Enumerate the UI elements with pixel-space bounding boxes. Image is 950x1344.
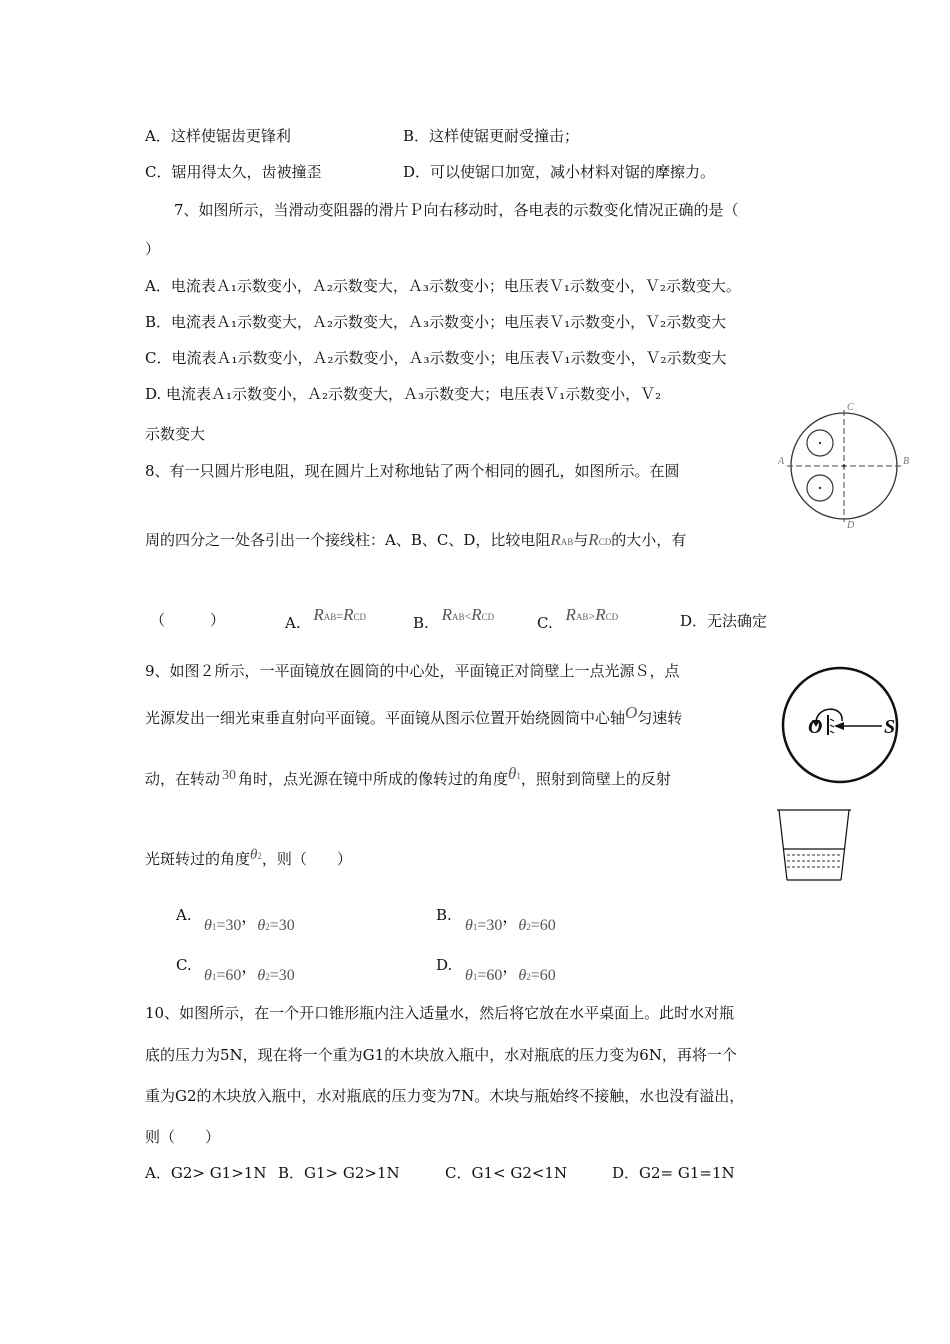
q9-line4 [145, 847, 352, 868]
ab-subscript: AB [451, 612, 465, 622]
light-beam-arrowhead [834, 722, 844, 730]
q8-option-c [537, 605, 619, 632]
axis-o-symbol: O [625, 703, 638, 722]
q9-line3-a: 动，在转动 [145, 770, 221, 788]
q9-line3-b: 角时，点光源在镜中所成的像转过的角度 [238, 770, 509, 788]
q8-line2-post: 的大小，有 [611, 531, 687, 549]
mirror-hatch [830, 731, 834, 733]
q7-option-b: B．电流表Ａ₁示数变大，Ａ₂示数变大，Ａ₃示数变小；电压表Ｖ₁示数变小，Ｖ₂示数变大 [145, 313, 727, 331]
terminal-label-a: A [778, 456, 785, 467]
theta-symbol: θ [518, 967, 527, 984]
theta-symbol: θ [465, 917, 473, 934]
r-symbol: R [471, 605, 482, 624]
disc-resistor-figure [775, 400, 915, 535]
cd-subscript: CD [598, 537, 612, 547]
q9-option-d-label: D. [436, 956, 453, 974]
theta-symbol: θ [257, 917, 266, 934]
theta-symbol: θ [204, 917, 212, 934]
q8-line1: 8、有一只圆片形电阻，现在圆片上对称地钻了两个相同的圆孔，如图所示。在圆 [145, 462, 680, 480]
ab-subscript: AB [323, 612, 337, 622]
q6-option-b: B．这样使锯更耐受撞击； [403, 127, 580, 145]
q8-c-label: C. [537, 614, 553, 632]
theta-symbol: θ [250, 847, 258, 863]
q10-line3: 重为G2的木块放入瓶中，水对瓶底的压力变为7N。木块与瓶始终不接触，水也没有溢出， [145, 1087, 745, 1105]
q9-option-c-label: C. [176, 956, 192, 974]
q10-option-b: B．G1> G2>1N [278, 1164, 400, 1182]
q7-stem: 7、如图所示，当滑动变阻器的滑片Ｐ向右移动时，各电表的示数变化情况正确的是（ [174, 201, 739, 219]
terminal-label-b: B [903, 456, 910, 467]
terminal-label-c: C [847, 402, 854, 413]
r-symbol: R [313, 605, 324, 624]
q6-option-a: A．这样使锯齿更锋利 [145, 127, 291, 145]
theta-sub-1: 1 [472, 972, 478, 982]
mirror-cylinder-figure [772, 665, 917, 785]
theta-symbol: θ [518, 917, 527, 934]
theta-sub-2: 2 [265, 922, 270, 932]
theta-sub-2: 2 [526, 922, 531, 932]
q9-line4-pre: 光斑转过的角度 [145, 850, 251, 868]
center-label-o: O [808, 716, 823, 738]
q8-a-label: A. [285, 614, 301, 632]
value-30: =30 [269, 917, 295, 934]
q9-line2 [145, 703, 683, 727]
q10-option-a: A．G2> G1>1N [145, 1164, 267, 1182]
q7-option-d-end: 示数变大 [145, 425, 206, 443]
comma: ， [241, 909, 258, 926]
q9-line3-c: ，照射到筒壁上的反射 [520, 770, 671, 788]
cd-subscript: CD [481, 612, 495, 622]
q9-option-b [465, 909, 556, 934]
value-30: =30 [269, 967, 295, 984]
theta-sub-2: 2 [526, 972, 531, 982]
q8-line2 [145, 531, 686, 548]
q6-option-d: D．可以使锯口加宽，减小材料对锯的摩擦力。 [403, 163, 716, 181]
cd-subscript: CD [353, 612, 366, 622]
q7-option-c: C．电流表Ａ₁示数变小，Ａ₂示数变小，Ａ₃示数变小；电压表Ｖ₁示数变小，Ｖ₂示数变大 [145, 349, 727, 367]
gt-sign: > [588, 609, 596, 623]
q8-line2-pre: 周的四分之一处各引出一个接线柱：A、B、C、D，比较电阻 [145, 531, 551, 549]
terminal-label-d: D [847, 520, 855, 531]
q8-paren: （ ） [150, 611, 226, 629]
lt-sign: < [464, 609, 472, 623]
q10-line4: 则（ ） [145, 1128, 221, 1146]
q9-option-c [204, 959, 295, 984]
value-30: =30 [477, 917, 503, 934]
q6-option-c: C．锯用得太久，齿被撞歪 [145, 163, 322, 181]
theta-symbol: θ [204, 967, 212, 984]
r-symbol: R [550, 530, 561, 549]
flask-right-wall [841, 810, 849, 880]
value-60: =60 [477, 967, 503, 984]
q9-option-d [465, 959, 556, 984]
value-60: =60 [530, 917, 556, 934]
q8-option-a [285, 605, 366, 632]
theta-sub-2: 2 [257, 851, 262, 861]
q8-b-label: B. [413, 614, 429, 632]
cd-subscript: CD [605, 612, 619, 622]
q9-line3 [145, 764, 671, 788]
q9-option-a-label: A. [176, 906, 192, 924]
ab-subscript: AB [575, 612, 589, 622]
q9-option-a [204, 909, 295, 934]
q8-option-b [413, 605, 495, 632]
q10-option-c: C．G1< G2<1N [445, 1164, 568, 1182]
theta-sub-1: 1 [472, 922, 478, 932]
upper-hole-center [819, 442, 821, 444]
q9-option-b-label: B. [436, 906, 452, 924]
r-symbol: R [441, 605, 452, 624]
r-symbol: R [588, 530, 599, 549]
q10-option-d: D．G2= G1=1N [612, 1164, 735, 1182]
q9-line2-post: 匀速转 [637, 709, 683, 727]
flask-left-wall [779, 810, 787, 880]
eq-sign: = [336, 609, 344, 623]
disc-center-dot [843, 465, 846, 468]
r-symbol: R [565, 605, 576, 624]
mirror-hatch [830, 719, 834, 721]
r-symbol: R [343, 605, 354, 624]
q8-with: 与 [573, 531, 589, 549]
angle-30: 30 [222, 768, 237, 783]
theta-sub-2: 2 [265, 972, 270, 982]
q10-line2: 底的压力为5N，现在将一个重为G1的木块放入瓶中，水对瓶底的压力变为6N，再将一个 [145, 1046, 737, 1064]
r-symbol: R [595, 605, 606, 624]
q9-line2-pre: 光源发出一细光束垂直射向平面镜。平面镜从图示位置开始绕圆筒中心轴 [145, 709, 626, 727]
theta-sub-1: 1 [211, 972, 217, 982]
comma: ， [241, 959, 258, 976]
mirror-hatch [830, 725, 834, 727]
theta-symbol: θ [465, 967, 473, 984]
q9-line1: 9、如图２所示，一平面镜放在圆筒的中心处，平面镜正对筒壁上一点光源Ｓ，点 [145, 662, 680, 680]
theta-symbol: θ [508, 764, 517, 783]
theta-sub-1: 1 [516, 771, 521, 781]
lower-hole-center [819, 487, 821, 489]
conical-flask-figure [775, 805, 855, 885]
q7-option-a: A．电流表Ａ₁示数变小，Ａ₂示数变大，Ａ₃示数变小；电压表Ｖ₁示数变小，Ｖ₂示数变大。 [145, 277, 741, 295]
theta-symbol: θ [257, 967, 266, 984]
comma: ， [502, 909, 519, 926]
q7-option-d: D. 电流表Ａ₁示数变小，Ａ₂示数变大，Ａ₃示数变大；电压表Ｖ₁示数变小，Ｖ₂ [145, 385, 662, 403]
q10-line1: 10、如图所示，在一个开口锥形瓶内注入适量水，然后将它放在水平桌面上。此时水对瓶 [145, 1004, 735, 1022]
value-60: =60 [530, 967, 556, 984]
comma: ， [502, 959, 519, 976]
theta-sub-1: 1 [211, 922, 217, 932]
q8-option-d: D．无法确定 [680, 612, 768, 630]
value-60: =60 [216, 967, 242, 984]
ab-subscript: AB [560, 537, 574, 547]
value-30: =30 [216, 917, 242, 934]
q7-stem-end: ） [145, 240, 161, 258]
source-label-s: S [884, 716, 896, 738]
q9-line4-post: ，则（ ） [261, 850, 352, 868]
